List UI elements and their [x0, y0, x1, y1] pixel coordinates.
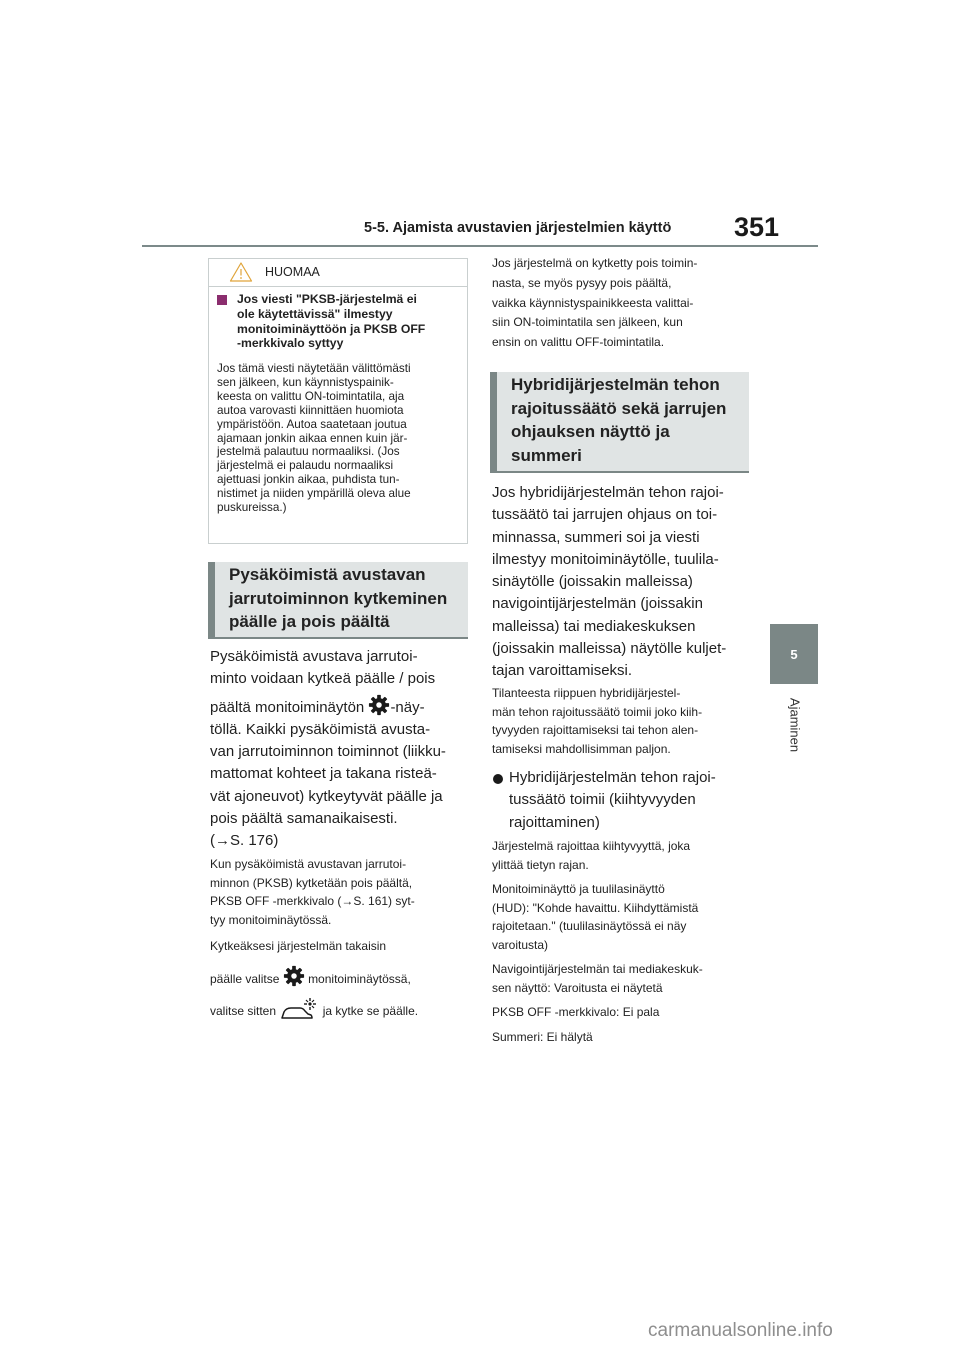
- steps-text: monitoiminäytössä,: [308, 971, 411, 986]
- chapter-label-container: [786, 690, 804, 760]
- note-line: minnon (PKSB) kytketään pois päältä,: [210, 875, 413, 890]
- notice-body-line: ajettuasi jonkin aikaa, puhdista tun-: [217, 473, 400, 487]
- notice-body-line: sen jälkeen, kun käynnistyspainik-: [217, 375, 394, 389]
- gear-icon: [368, 694, 390, 716]
- paragraph-line: mattomat kohteet ja takana risteä-: [210, 765, 437, 783]
- watermark: carmanualsonline.info: [648, 1320, 833, 1341]
- heading-line: rajoitussäätö sekä jarrujen: [511, 398, 727, 418]
- paragraph-line: Jos hybridijärjestelmän tehon rajoi-: [492, 484, 724, 501]
- detail-line: Navigointijärjestelmän tai mediakeskuk-: [492, 962, 703, 976]
- paragraph-line: sinäytölle (joissakin malleissa): [492, 573, 693, 591]
- note-line: tyvyyden rajoittamiseksi tai tehon alen-: [492, 723, 699, 737]
- detail-line: (HUD): "Kohde havaittu. Kiihdyttämistä: [492, 900, 699, 915]
- detail-line: PKSB OFF -merkkivalo: Ei pala: [492, 1005, 660, 1019]
- detail-line: Monitoiminäyttö ja tuulilasinäyttö: [492, 882, 665, 896]
- car-sensor-icon: [279, 997, 319, 1021]
- paragraph-line: van jarrutoiminnon toiminnot (liikku-: [210, 743, 446, 761]
- bullet-heading: [509, 767, 759, 834]
- paragraph-text: -näy-: [390, 698, 425, 716]
- notice-body: [217, 362, 465, 515]
- paragraph-line: minto voidaan kytkeä päälle / pois: [210, 670, 436, 688]
- paragraph-line: minnassa, summeri soi ja viesti: [492, 528, 700, 546]
- heading-line: Pysäköimistä avustavan: [229, 565, 426, 584]
- notice-header: [209, 259, 467, 287]
- notice-label: HUOMAA: [265, 265, 320, 279]
- page-number: 351: [734, 212, 780, 242]
- note-line: tyy monitoiminäytössä.: [210, 912, 332, 927]
- section-heading-pksb-toggle: [208, 562, 468, 639]
- gear-icon: [283, 965, 305, 987]
- section-heading-text: [229, 563, 469, 634]
- paragraph-text: päältä monitoiminäytön: [210, 698, 365, 716]
- paragraph-line: malleissa) tai mediakeskuksen: [492, 617, 696, 635]
- paragraph-line: ilmestyy monitoiminäytölle, tuulila-: [492, 550, 719, 568]
- warning-triangle-icon: [229, 261, 253, 283]
- detail-line: Summeri: Ei hälytä: [492, 1029, 593, 1044]
- intro-line: vaikka käynnistyspainikkeesta valittai-: [492, 295, 694, 310]
- bullet-line: Hybridijärjestelmän tehon rajoi-: [509, 769, 716, 786]
- paragraph-line: navigointijärjestelmän (joissakin: [492, 595, 703, 613]
- steps-line: Kytkeäksesi järjestelmän takaisin: [210, 939, 387, 953]
- notice-box: [208, 258, 468, 544]
- notice-body-line: Jos tämä viesti näytetään välittömästi: [217, 362, 411, 375]
- header-divider: [142, 245, 818, 247]
- detail-line: varoitusta): [492, 937, 549, 952]
- steps-line-with-icon: [210, 997, 472, 1021]
- paragraph-line: tajan varoittamiseksi.: [492, 662, 633, 680]
- paragraph-line: töllä. Kaikki pysäköimistä avusta-: [210, 720, 431, 738]
- note-line: Tilanteesta riippuen hybridijärjestel-: [492, 686, 681, 700]
- notice-body-line: keesta on valittu ON-toimintatila, aja: [217, 389, 405, 403]
- heading-line: ohjauksen näyttö ja: [511, 422, 670, 441]
- chapter-number: 5: [790, 646, 798, 662]
- right-paragraph: [492, 482, 754, 683]
- bullet-line: tussäätö toimii (kiihtyvyyden: [509, 791, 696, 809]
- chapter-tab: [770, 624, 818, 684]
- notice-subheading-line: -merkkivalo syttyy: [237, 336, 344, 351]
- paragraph-line: Pysäköimistä avustava jarrutoi-: [210, 648, 418, 665]
- note-line: män tehon rajoitussäätö toimii joko kiih-: [492, 704, 703, 719]
- left-paragraph: [210, 646, 472, 853]
- note-line: tamiseksi mahdollisimman paljon.: [492, 741, 671, 756]
- notice-body-line: ajamaan jonkin aikaa ennen kuin jär-: [217, 431, 408, 445]
- notice-body-line: autoa varovasti kiinnittäen huomiota: [217, 403, 404, 417]
- section-heading-power-limit: [490, 372, 749, 473]
- notice-subheading-line: monitoiminäyttöön ja PKSB OFF: [237, 321, 426, 336]
- round-bullet-icon: [493, 774, 503, 784]
- heading-line: Hybridijärjestelmän tehon: [511, 375, 720, 394]
- right-note: [492, 684, 754, 758]
- heading-line: päälle ja pois päältä: [229, 612, 390, 631]
- paragraph-line: pois päältä samanaikaisesti.: [210, 810, 398, 828]
- bullet-line: rajoittaminen): [509, 813, 600, 831]
- notice-body-line: nistimet ja niiden ympärillä oleva alue: [217, 487, 411, 501]
- paragraph-line: vät ajoneuvot) kytkeytyvät päälle ja: [210, 787, 443, 805]
- notice-subheading-line: ole käytettävissä" ilmestyy: [237, 306, 393, 321]
- paragraph-line: (joissakin malleissa) näytölle kuljet-: [492, 640, 727, 658]
- detail-line: sen näyttö: Varoitusta ei näytetä: [492, 980, 663, 995]
- note-line: Kun pysäköimistä avustavan jarrutoi-: [210, 857, 407, 871]
- heading-line: jarrutoiminnon kytkeminen: [229, 588, 448, 608]
- section-title: 5-5. Ajamista avustavien järjestelmien käyttö: [364, 220, 672, 236]
- notice-subheading-line: Jos viesti "PKSB-järjestelmä ei: [237, 292, 417, 306]
- right-details: [492, 837, 754, 1046]
- heading-line: summeri: [511, 445, 582, 465]
- paragraph-line-with-icon: [210, 694, 472, 719]
- page-reference-link[interactable]: (→S. 176): [210, 832, 279, 850]
- intro-line: ensin on valittu OFF-toimintatila.: [492, 335, 665, 350]
- steps-text: valitse sitten: [210, 1004, 277, 1018]
- detail-line: rajoitetaan." (tuulilasinäytössä ei näy: [492, 919, 687, 933]
- intro-line: Jos järjestelmä on kytketty pois toimin-: [492, 256, 698, 270]
- right-intro: [492, 254, 754, 353]
- left-note: [210, 855, 472, 929]
- note-line: PKSB OFF -merkkivalo (→S. 161) syt-: [210, 894, 415, 908]
- notice-body-line: puskureissa.): [217, 501, 287, 515]
- steps-text: päälle valitse: [210, 971, 280, 986]
- steps-text: ja kytke se päälle.: [322, 1004, 419, 1018]
- notice-body-line: ympäristöön. Autoa saatetaan joutua: [217, 417, 407, 431]
- detail-line: Järjestelmä rajoittaa kiihtyvyyttä, joka: [492, 839, 691, 853]
- square-bullet-icon: [217, 295, 227, 305]
- notice-subheading: [217, 292, 465, 351]
- detail-line: ylittää tietyn rajan.: [492, 857, 589, 872]
- left-steps: [210, 937, 472, 1021]
- intro-line: nasta, se myös pysyy pois päältä,: [492, 275, 672, 290]
- paragraph-line: tussäätö tai jarrujen ohjaus on toi-: [492, 506, 718, 524]
- chapter-label: Ajaminen: [787, 697, 803, 753]
- section-heading-text: [511, 373, 751, 467]
- intro-line: siin ON-toimintatila sen jälkeen, kun: [492, 315, 683, 330]
- steps-line-with-icon: [210, 965, 472, 989]
- notice-body-line: järjestelmä ei palaudu normaaliksi: [217, 459, 394, 473]
- notice-body-line: jestelmä palautuu normaaliksi. (Jos: [217, 445, 400, 459]
